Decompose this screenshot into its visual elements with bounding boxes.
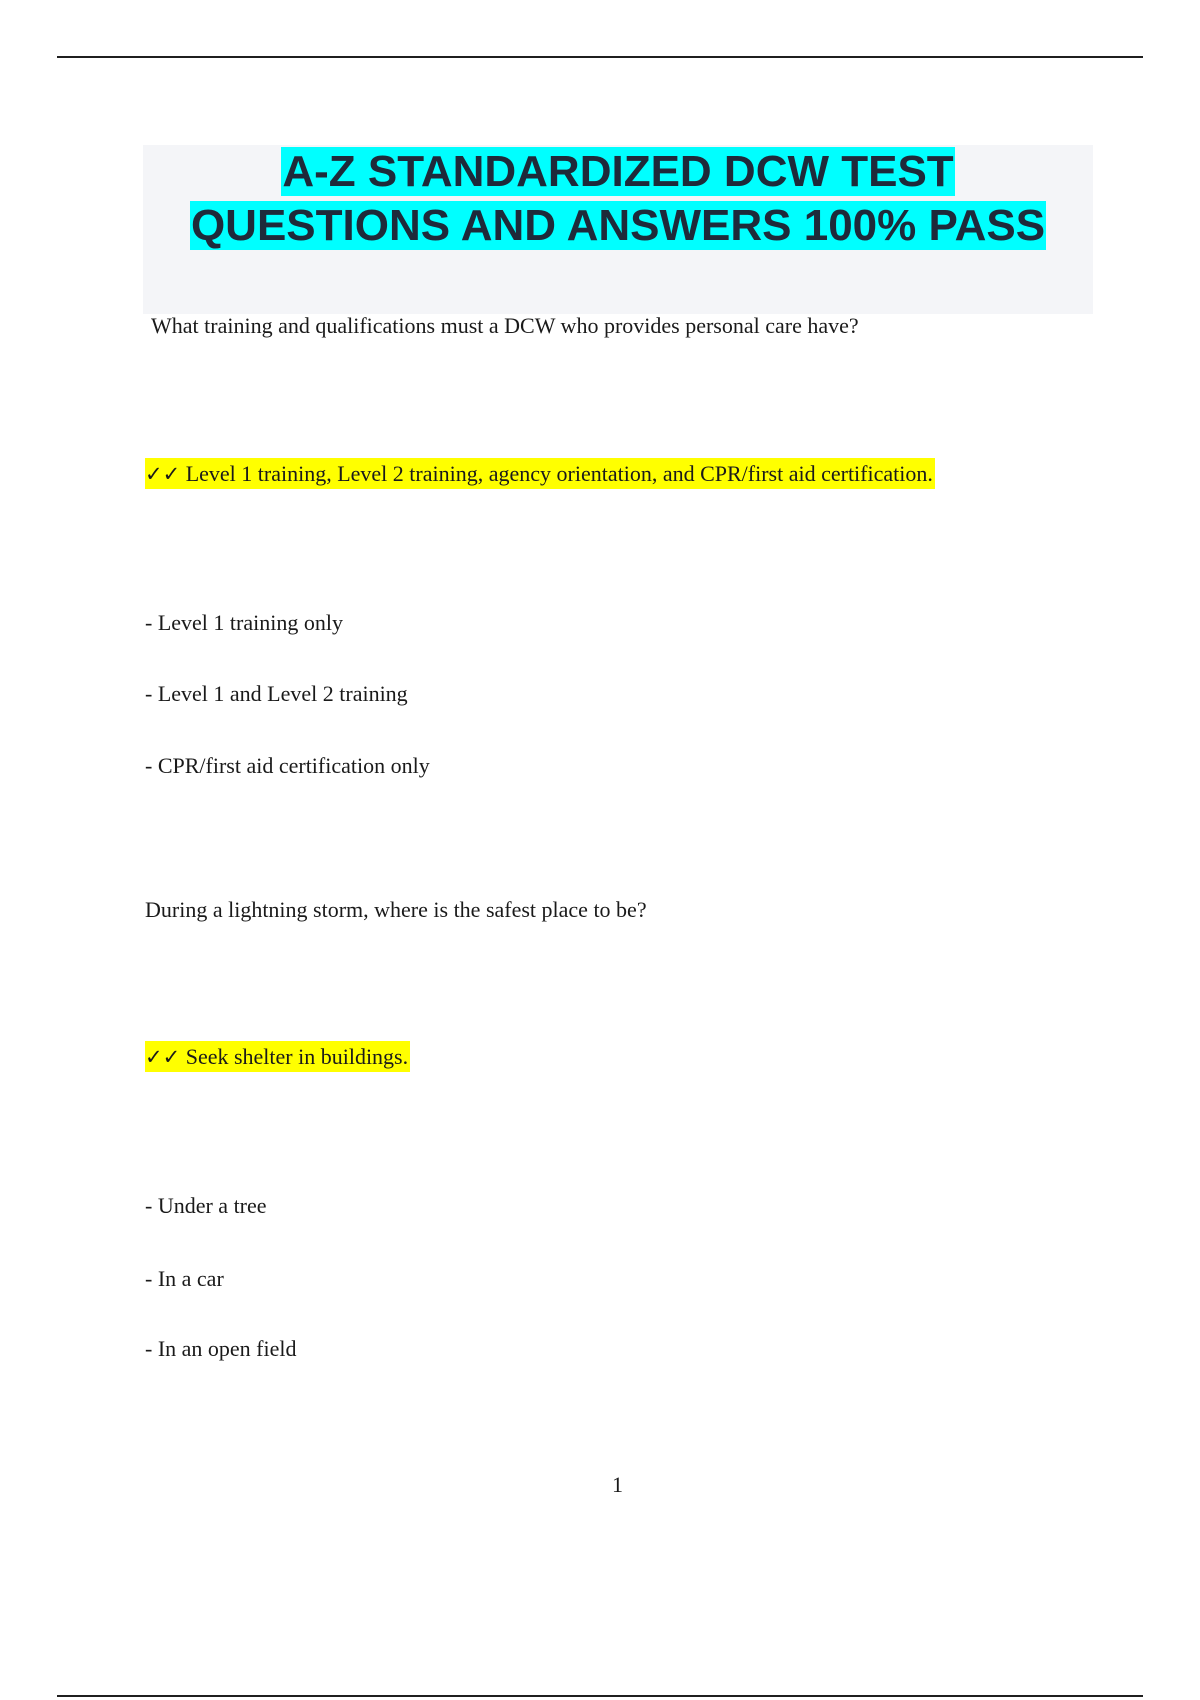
answer-2-text: Seek shelter in buildings. xyxy=(185,1044,409,1069)
distractor-1-1: - Level 1 training only xyxy=(145,610,343,635)
distractor-2-2: - In a car xyxy=(145,1266,224,1291)
distractor-1-3: - CPR/first aid certification only xyxy=(145,753,430,778)
double-check-icon: ✓✓ xyxy=(145,462,181,486)
distractor-1-2: - Level 1 and Level 2 training xyxy=(145,681,408,706)
answer-1-text: Level 1 training, Level 2 training, agency orientation, and CPR/first aid certification. xyxy=(185,461,933,486)
distractor-2-3: - In an open field xyxy=(145,1336,297,1361)
document-title xyxy=(143,145,1093,253)
title-block xyxy=(143,145,1093,314)
title-line-2: QUESTIONS AND ANSWERS 100% PASS xyxy=(190,201,1046,250)
answer-1-highlight xyxy=(145,458,935,489)
page-number: 1 xyxy=(612,1472,623,1497)
top-rule xyxy=(57,56,1143,58)
answer-2-highlight xyxy=(145,1041,410,1072)
answer-1 xyxy=(145,460,935,488)
double-check-icon: ✓✓ xyxy=(145,1045,181,1069)
bottom-rule xyxy=(57,1695,1143,1697)
answer-2 xyxy=(145,1043,410,1071)
distractor-2-1: - Under a tree xyxy=(145,1193,267,1218)
question-2: During a lightning storm, where is the safest place to be? xyxy=(145,897,647,922)
question-1: What training and qualifications must a DCW who provides personal care have? xyxy=(151,313,859,338)
title-line-1: A-Z STANDARDIZED DCW TEST xyxy=(282,147,954,196)
